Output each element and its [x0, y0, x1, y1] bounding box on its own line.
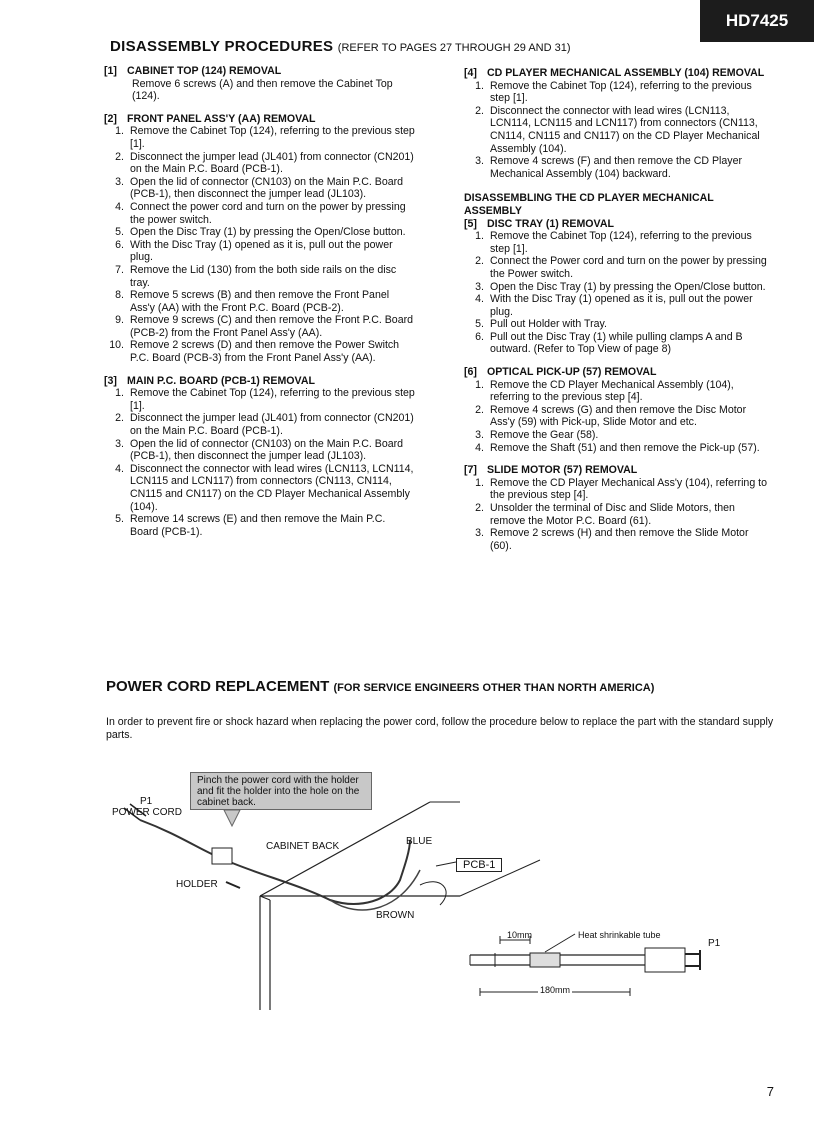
list-item — [464, 230, 772, 255]
section-2 — [104, 113, 416, 365]
step-text: Remove the Cabinet Top (124), referring to the previous step [1]. — [490, 230, 752, 255]
step-text: Remove the CD Player Mechanical Ass'y (104), referring to the previous step [4]. — [490, 476, 767, 502]
list-item — [104, 438, 416, 463]
step-number: 2. — [475, 255, 484, 268]
callout-box: Pinch the power cord with the holder and fit the holder into the hole on the cabinet back. — [190, 772, 372, 810]
step-number: 1. — [115, 387, 124, 400]
section-4-title: CD PLAYER MECHANICAL ASSEMBLY (104) REMOVAL — [487, 67, 765, 79]
step-text: Remove 5 screws (B) and then remove the Front Panel Ass'y (AA) with the Front P.C. Board (PCB-2). — [130, 289, 390, 314]
step-number: 3. — [475, 527, 484, 540]
step-number: 3. — [475, 155, 484, 168]
list-item — [464, 318, 772, 331]
section-1-title: CABINET TOP (124) REMOVAL — [127, 65, 282, 77]
step-text: Connect the Power cord and turn on the power by pressing the Power switch. — [490, 255, 767, 280]
section-3-title: MAIN P.C. BOARD (PCB-1) REMOVAL — [127, 374, 315, 387]
step-text: Remove 4 screws (F) and then remove the CD Player Mechanical Assembly (104) backward. — [490, 155, 742, 180]
section-4-heading — [464, 67, 772, 80]
list-item — [104, 463, 416, 513]
step-number: 2. — [115, 412, 124, 425]
section-4-steps — [464, 80, 772, 181]
power-cord-heading — [106, 678, 654, 695]
power-cord-diagram — [100, 760, 800, 1010]
step-text: Remove 9 screws (C) and then remove the Front P.C. Board (PCB-2) from the Front Panel Ass'y (AA). — [130, 314, 414, 339]
right-column — [464, 67, 772, 562]
step-number: 6. — [475, 330, 484, 343]
cabinet-back-label: CABINET BACK — [266, 841, 340, 852]
section-5 — [464, 218, 772, 357]
section-6-steps — [464, 379, 772, 455]
step-number: 2. — [475, 104, 484, 117]
power-cord-line — [140, 820, 410, 904]
section-1-text: Remove 6 screws (A) and then remove the Cabinet Top (124). — [132, 77, 393, 103]
list-item — [104, 513, 416, 538]
holder-arrow — [226, 882, 240, 888]
list-item — [104, 412, 416, 437]
step-number: 2. — [115, 150, 124, 163]
list-item — [464, 527, 772, 552]
section-2-num: [2] — [104, 112, 117, 125]
step-number: 4. — [115, 200, 124, 213]
step-text: Connect the power cord and turn on the power by pressing the power switch. — [130, 200, 406, 226]
step-number: 6. — [115, 238, 124, 251]
section-6 — [464, 366, 772, 454]
step-number: 10. — [109, 339, 124, 352]
step-text: Open the Disc Tray (1) by pressing the Open/Close button. — [130, 226, 406, 239]
list-item — [104, 289, 416, 314]
section-7 — [464, 464, 772, 552]
list-item — [464, 331, 772, 356]
step-text: Disconnect the jumper lead (JL401) from connector (CN201) on the Main P.C. Board (PCB-1). — [130, 150, 414, 176]
step-text: Remove the Lid (130) from the both side rails on the disc tray. — [130, 263, 397, 289]
section-5-title: DISC TRAY (1) REMOVAL — [487, 217, 614, 230]
heat-tube-pointer — [545, 934, 575, 952]
page-number: 7 — [766, 1084, 774, 1099]
cabinet-depth-line — [430, 802, 540, 896]
step-number: 2. — [475, 403, 484, 416]
step-text: Remove 2 screws (D) and then remove the Power Switch P.C. Board (PCB-3) from the Front Panel Ass'y (AA). — [130, 339, 400, 365]
list-item — [464, 281, 772, 294]
section-1-heading — [104, 65, 416, 78]
list-item — [104, 151, 416, 176]
section-5-heading — [464, 218, 772, 231]
pcb-pointer — [436, 862, 456, 866]
power-cord-label: POWER CORD — [112, 807, 182, 818]
section-7-title: SLIDE MOTOR (57) REMOVAL — [487, 464, 638, 477]
section-2-title: FRONT PANEL ASS'Y (AA) REMOVAL — [127, 112, 316, 125]
step-number: 5. — [115, 513, 124, 526]
callout-pointer — [224, 810, 240, 826]
step-number: 8. — [115, 289, 124, 302]
step-text: Disconnect the connector with lead wires (LCN113, LCN114, LCN115 and LCN117) from connectors (CN113, CN114, CN115 and CN117) on the CD Player Mechanical Assembly (104). — [490, 104, 760, 155]
plug-body — [645, 948, 685, 972]
list-item — [464, 429, 772, 442]
power-cord-title: POWER CORD REPLACEMENT — [106, 678, 330, 695]
section-2-heading — [104, 113, 416, 126]
list-item — [464, 379, 772, 404]
section-7-num: [7] — [464, 464, 477, 477]
step-text: Open the lid of connector (CN103) on the Main P.C. Board (PCB-1), then disconnect the jumper lead (JL103). — [130, 437, 404, 463]
step-text: Remove the Cabinet Top (124), referring to the previous step [1]. — [130, 125, 415, 150]
section-4-num: [4] — [464, 67, 477, 79]
step-number: 1. — [475, 79, 484, 92]
step-number: 3. — [475, 429, 484, 442]
cabinet-back-panel — [260, 896, 270, 1010]
step-text: Remove 2 screws (H) and then remove the Slide Motor (60). — [490, 527, 749, 552]
step-text: Disconnect the connector with lead wires (LCN113, LCN114, LCN115 and LCN117) from connectors (CN113, CN114, CN115 and CN117) on the CD Player Mechanical Assembly (104). — [130, 462, 414, 513]
list-item — [464, 155, 772, 180]
step-number: 7. — [115, 263, 124, 276]
list-item — [104, 226, 416, 239]
list-item — [464, 255, 772, 280]
step-number: 3. — [115, 437, 124, 450]
section-7-heading — [464, 464, 772, 477]
step-text: Open the Disc Tray (1) by pressing the Open/Close button. — [490, 280, 766, 293]
list-item — [464, 80, 772, 105]
section-3-heading — [104, 375, 416, 388]
step-number: 4. — [475, 293, 484, 306]
list-item — [104, 201, 416, 226]
list-item — [464, 293, 772, 318]
step-text: Remove 14 screws (E) and then remove the Main P.C. Board (PCB-1). — [130, 513, 386, 538]
step-number: 5. — [475, 318, 484, 331]
step-text: Remove the CD Player Mechanical Assembly (104), referring to the previous step [4]. — [490, 378, 734, 404]
p1-plug-label: P1 — [708, 938, 721, 949]
title-text: DISASSEMBLY PROCEDURES — [110, 38, 334, 55]
section-6-num: [6] — [464, 366, 477, 379]
step-number: 4. — [475, 441, 484, 454]
list-item — [464, 404, 772, 429]
step-text: Remove the Cabinet Top (124), referring to the previous step [1]. — [130, 387, 415, 412]
list-item — [464, 442, 772, 455]
section-3 — [104, 375, 416, 539]
section-2-steps — [104, 125, 416, 364]
plug-pins — [685, 950, 700, 970]
step-number: 1. — [475, 476, 484, 489]
list-item — [104, 264, 416, 289]
step-number: 1. — [475, 230, 484, 243]
list-item — [104, 176, 416, 201]
cd-mech-subheading: DISASSEMBLING THE CD PLAYER MECHANICAL ASSEMBLY — [464, 192, 714, 217]
step-text: Pull out Holder with Tray. — [490, 318, 607, 331]
step-text: Pull out the Disc Tray (1) while pulling clamps A and B outward. (Refer to Top View of page 8) — [490, 330, 743, 356]
left-column — [104, 65, 416, 548]
step-number: 1. — [115, 125, 124, 138]
heat-tube — [530, 953, 560, 967]
section-5-steps — [464, 230, 772, 356]
brown-label: BROWN — [376, 910, 415, 921]
section-3-num: [3] — [104, 374, 117, 387]
dim-180mm: 180mm — [540, 985, 571, 995]
power-cord-intro: In order to prevent fire or shock hazard when replacing the power cord, follow the procedure below to replace the part with the standard supply parts. — [106, 716, 774, 741]
list-item — [464, 477, 772, 502]
list-item — [464, 502, 772, 527]
holder-shape — [212, 848, 232, 864]
step-text: Remove the Shaft (51) and then remove the Pick-up (57). — [490, 441, 760, 454]
list-item — [104, 125, 416, 150]
step-text: Open the lid of connector (CN103) on the Main P.C. Board (PCB-1), then disconnect the jumper lead (JL103). — [130, 175, 404, 201]
board-edge — [420, 882, 446, 905]
list-item — [104, 239, 416, 264]
model-tab: HD7425 — [700, 0, 814, 42]
step-number: 9. — [115, 314, 124, 327]
page-title — [110, 38, 571, 55]
step-text: Remove 4 screws (G) and then remove the Disc Motor Ass'y (59) with Pick-up, Slide Motor and etc. — [490, 403, 747, 429]
step-text: With the Disc Tray (1) opened as it is, pull out the power plug. — [130, 238, 393, 264]
section-1 — [104, 65, 416, 103]
section-6-heading — [464, 366, 772, 379]
list-item — [104, 314, 416, 339]
blue-label: BLUE — [406, 836, 433, 847]
title-ref: (REFER TO PAGES 27 THROUGH 29 AND 31) — [337, 42, 571, 54]
step-number: 3. — [475, 280, 484, 293]
list-item — [464, 105, 772, 155]
section-6-title: OPTICAL PICK-UP (57) REMOVAL — [487, 366, 657, 379]
section-1-num: [1] — [104, 65, 117, 77]
dim-10mm: 10mm — [507, 930, 533, 940]
step-text: Remove the Cabinet Top (124), referring to the previous step [1]. — [490, 79, 752, 105]
step-text: Remove the Gear (58). — [490, 429, 599, 442]
step-text: Unsolder the terminal of Disc and Slide Motors, then remove the Motor P.C. Board (61). — [490, 502, 735, 527]
section-5-num: [5] — [464, 217, 477, 230]
step-text: Disconnect the jumper lead (JL401) from connector (CN201) on the Main P.C. Board (PCB-1). — [130, 412, 414, 438]
p1-label: P1 — [140, 796, 153, 807]
heat-tube-label: Heat shrinkable tube — [578, 930, 661, 940]
section-7-steps — [464, 477, 772, 553]
list-item — [104, 387, 416, 412]
step-number: 3. — [115, 175, 124, 188]
step-text: With the Disc Tray (1) opened as it is, pull out the power plug. — [490, 293, 753, 318]
holder-label: HOLDER — [176, 879, 218, 890]
section-3-steps — [104, 387, 416, 538]
power-cord-note: (FOR SERVICE ENGINEERS OTHER THAN NORTH AMERICA) — [333, 682, 655, 694]
section-4 — [464, 67, 772, 180]
step-number: 4. — [115, 462, 124, 475]
step-number: 5. — [115, 226, 124, 239]
pcb-1-label: PCB-1 — [456, 858, 502, 872]
list-item — [104, 339, 416, 364]
step-number: 2. — [475, 502, 484, 514]
step-number: 1. — [475, 378, 484, 391]
